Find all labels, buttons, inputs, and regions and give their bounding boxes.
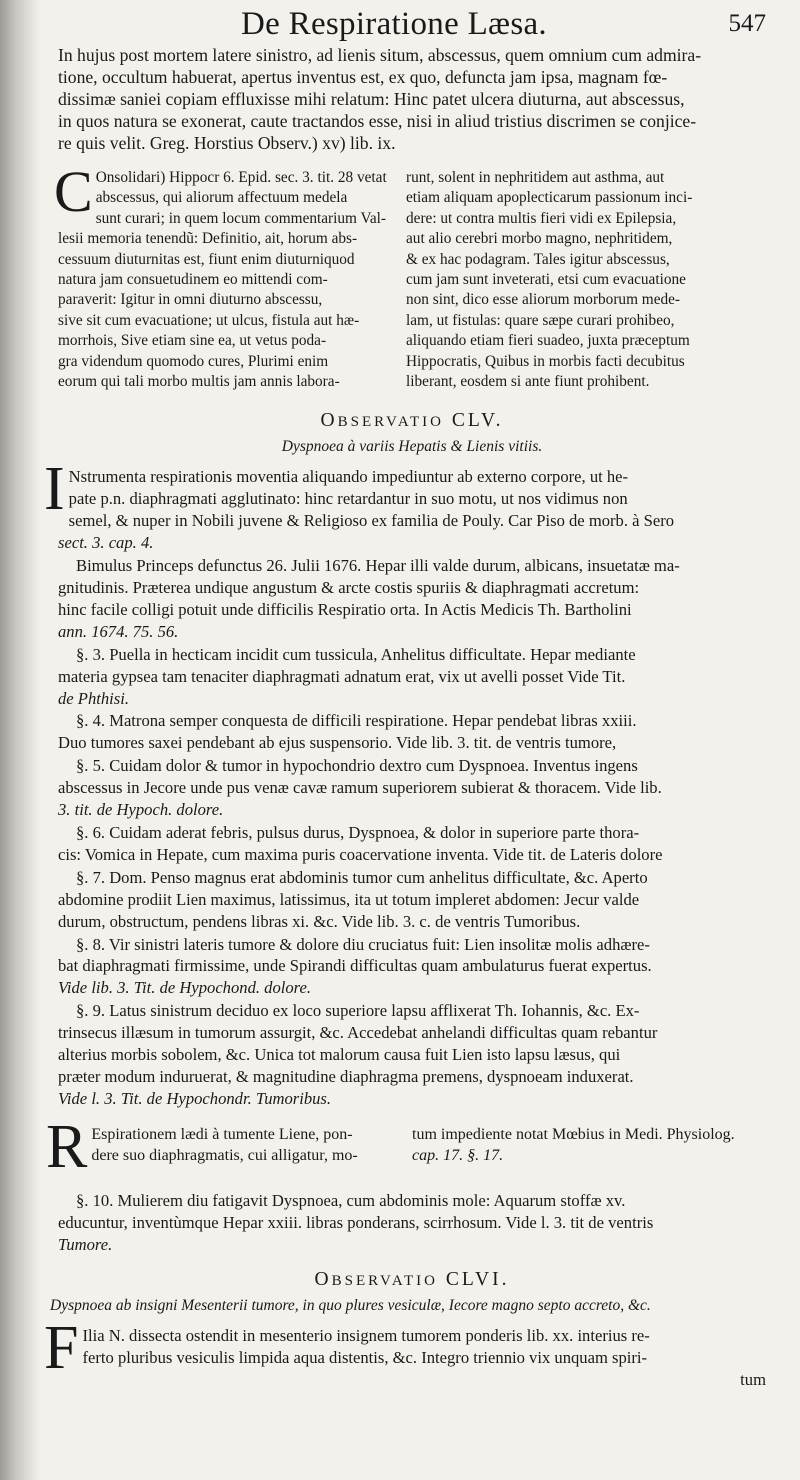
paragraph-section-10 xyxy=(58,1190,766,1256)
r-section-right xyxy=(412,1124,766,1170)
heading-number: CLV. xyxy=(451,410,504,432)
drop-cap: R xyxy=(46,1112,88,1181)
text-line: Vide lib. 3. Tit. de Hypochond. dolore. xyxy=(58,978,312,998)
text-line: Hippocratis, Quibus in morbis facti decubitus xyxy=(406,352,685,370)
text-line: & ex hac podagram. Tales igitur abscessus, xyxy=(406,250,670,268)
text-line: pate p.n. diaphragmati agglutinato: hinc retardantur in suo motu, ut nos vidimus non xyxy=(68,489,628,509)
observatio-156-heading xyxy=(58,1269,766,1291)
text-line: aliquando etiam fieri suadeo, juxta præceptum xyxy=(406,332,690,350)
text-line: Bimulus Princeps defunctus 26. Julii 1676. Hepar illi valde durum, albicans, insuetatæ ma- xyxy=(76,556,680,576)
text-line: gra videndum quomodo cures, Plurimi enim xyxy=(58,352,329,370)
text-line: non sint, dico esse aliorum morborum mede- xyxy=(406,291,681,309)
text-line: semel, & nuper in Nobili juvene & Religioso ex familia de Pouly. Car Piso de morb. à Sero xyxy=(68,511,675,531)
commentary-two-column xyxy=(54,159,766,392)
drop-cap: I xyxy=(44,455,65,524)
text-line: morrhois, Sive etiam sine ea, ut vetus poda- xyxy=(58,332,327,350)
paragraph-bimulus xyxy=(58,555,766,643)
text-line: abdomine prodiit Lien maximus, latissimus, ita ut totum impleret abdomen: Jecur valde xyxy=(58,889,640,909)
text-line: sunt curari; in quem locum commentarium Val- xyxy=(95,209,386,227)
text-line: §. 6. Cuidam aderat febris, pulsus durus, Dyspnoea, & dolor in superiore parte thora- xyxy=(76,822,640,842)
intro-paragraph xyxy=(58,44,766,154)
text-line: dere suo diaphragmatis, cui alligatur, mo- xyxy=(91,1146,358,1164)
text-line: educuntur, inventùmque Hepar xxiii. libras ponderans, scirrhosum. Vide l. 3. tit de ventris xyxy=(58,1212,654,1232)
text-line: cessuum diuturnitas est, fiunt enim diuturniquod xyxy=(58,250,355,268)
paragraph-section-5 xyxy=(58,755,766,821)
text-line: lam, ut fistulas: quare sæpe curari prohibeo, xyxy=(406,311,675,329)
observatio-156-first-paragraph xyxy=(44,1314,766,1391)
drop-cap: F xyxy=(44,1314,79,1383)
observatio-155-heading xyxy=(58,410,766,432)
text-line: sect. 3. cap. 4. xyxy=(58,533,154,553)
text-line: cis: Vomica in Hepate, cum maxima puris coacervatione inventa. Vide tit. de Lateris dolore xyxy=(58,844,663,864)
text-line: paraverit: Igitur in omni diuturno abscessu, xyxy=(58,291,323,309)
text-line: eorum qui tali morbo multis jam annis labora- xyxy=(58,373,340,391)
text-line: re quis velit. Greg. Horstius Observ.) xv) lib. ix. xyxy=(58,133,396,153)
text-line: Espirationem lædi à tumente Liene, pon- xyxy=(91,1125,353,1143)
text-line: dissimæ saniei copiam effluxisse mihi relatum: Hinc patet ulcera diuturna, aut abscessus, xyxy=(58,89,685,109)
paragraph-section-3 xyxy=(58,644,766,710)
heading-initial: O xyxy=(314,1269,332,1291)
r-section-left xyxy=(46,1112,412,1181)
page-number: 547 xyxy=(728,10,766,37)
text-line: aut alio cerebri morbo magno, nephritidem, xyxy=(406,230,673,248)
paragraph-section-7 xyxy=(58,867,766,933)
text-line: In hujus post mortem latere sinistro, ad lienis situm, abscessus, quem omnium cum admira- xyxy=(58,45,702,65)
text-line: tum impediente notat Mœbius in Medi. Physiolog. xyxy=(412,1125,735,1143)
text-line: §. 9. Latus sinistrum deciduo ex loco superiore lapsu afflixerat Th. Iohannis, &c. Ex- xyxy=(76,1001,640,1021)
text-line: lesii memoria tenendũ: Definitio, ait, horum abs- xyxy=(58,230,358,248)
text-line: trinsecus illæsum in tumorum assurgit, &c. Accedebat anhelandi difficultas quam rebantur xyxy=(58,1023,658,1043)
paragraph-section-6 xyxy=(58,822,766,866)
paragraph-section-9 xyxy=(58,1000,766,1110)
text-line: 3. tit. de Hypoch. dolore. xyxy=(58,800,224,820)
heading-smallcaps: BSERVATIO xyxy=(337,414,444,431)
page-gutter-shadow xyxy=(0,0,40,1480)
text-line: tione, occultum habuerat, apertus inventus est, ex quo, defuncta jam ipsa, magnam fœ- xyxy=(58,67,668,87)
running-title: De Respiratione Læsa. xyxy=(241,6,547,42)
commentary-right-column xyxy=(406,168,766,392)
text-line: etiam aliquam apoplecticarum passionum inci- xyxy=(406,189,693,207)
text-line: alterius morbis sobolem, &c. Unica tot malorum causa fuit Lien isto lapsu læsus, qui xyxy=(58,1045,621,1065)
text-line: §. 7. Dom. Penso magnus erat abdominis tumor cum anhelitus difficultate, &c. Aperto xyxy=(76,867,648,887)
text-line: Ilia N. dissecta ostendit in mesenterio insignem tumorem ponderis lib. xx. interius re- xyxy=(82,1326,650,1346)
paragraph-section-8 xyxy=(58,934,766,1000)
observatio-156-subtitle: Dyspnoea ab insigni Mesenterii tumore, in quo plures vesiculæ, Iecore magno septo accreto, &c. xyxy=(50,1297,651,1315)
text-line: cap. 17. §. 17. xyxy=(412,1146,504,1164)
text-line: de Phthisi. xyxy=(58,688,129,708)
text-line: natura jam consuetudinem eo mittendi com- xyxy=(58,271,328,289)
catchword: tum xyxy=(740,1370,766,1390)
text-line: Vide l. 3. Tit. de Hypochondr. Tumoribus. xyxy=(58,1088,332,1108)
text-line: Nstrumenta respirationis moventia aliquando impediuntur ab externo corpore, ut he- xyxy=(68,467,629,487)
drop-cap: C xyxy=(54,159,93,224)
text-line: §. 3. Puella in hecticam incidit cum tussicula, Anhelitus difficultate. Hepar mediante xyxy=(76,644,636,664)
text-line: Tumore. xyxy=(58,1234,113,1254)
text-line: §. 5. Cuidam dolor & tumor in hypochondrio dextro cum Dyspnoea. Inventus ingens xyxy=(76,756,638,776)
text-line: hinc facile colligi potuit unde difficilis Respiratio orta. In Actis Medicis Th. Bartholini xyxy=(58,599,632,619)
text-line: gnitudinis. Præterea undique angustum & arcte costis spuriis & diaphragmati accretum: xyxy=(58,578,640,597)
text-line: §. 10. Mulierem diu fatigavit Dyspnoea, cum abdominis mole: Aquarum stoffæ xv. xyxy=(76,1190,626,1210)
text-line: sive sit cum evacuatione; ut ulcus, fistula aut hæ- xyxy=(58,311,360,329)
heading-number: CLVI. xyxy=(445,1269,510,1291)
text-line: Onsolidari) Hippocr 6. Epid. sec. 3. tit. 28 vetat xyxy=(95,169,387,186)
text-line: liberant, eosdem si ante fiunt prohibent. xyxy=(406,373,650,391)
text-line: materia gypsea tam tenaciter diaphragmati adnatum erat, vix ut avelli posset Vide Tit. xyxy=(58,666,626,686)
r-section-two-column xyxy=(46,1112,766,1181)
text-line: runt, solent in nephritidem aut asthma, aut xyxy=(406,169,665,186)
text-line: durum, obstructum, pendens libras xi. &c. Vide lib. 3. c. de ventris Tumoribus. xyxy=(58,911,581,931)
text-line: ann. 1674. 75. 56. xyxy=(58,621,179,641)
text-line: bat diaphragmati firmissime, unde Spirandi difficultas quam ambulaturus fuerat expertus. xyxy=(58,956,652,976)
observatio-155-first-paragraph xyxy=(44,455,766,554)
text-line: in quos natura se exonerat, caute tractandos esse, nisi in aliud tristius discrimen se conjice- xyxy=(58,111,697,131)
paragraph-section-4 xyxy=(58,710,766,754)
text-line: præter modum induruerat, & magnitudine diaphragma premens, dyspnoeam induxerat. xyxy=(58,1066,634,1086)
text-line: §. 4. Matrona semper conquesta de difficili respiratione. Hepar pendebat libras xxiii. xyxy=(76,711,637,731)
heading-initial: O xyxy=(320,410,338,432)
text-line: abscessus, qui aliorum affectuum medela xyxy=(95,189,348,207)
page-header xyxy=(58,8,766,44)
text-line: ferto pluribus vesiculis limpida aqua distentis, &c. Integro triennio vix unquam spiri- xyxy=(82,1348,648,1368)
heading-smallcaps: BSERVATIO xyxy=(331,1273,438,1290)
text-line: Duo tumores saxei pendebant ab ejus suspensorio. Vide lib. 3. tit. de ventris tumore, xyxy=(58,733,617,753)
text-line: abscessus in Jecore unde pus venæ cavæ ramum superiorem subierat & thoracem. Vide lib. xyxy=(58,778,662,798)
commentary-left-column xyxy=(54,159,403,392)
observatio-155-subtitle: Dyspnoea à variis Hepatis & Lienis vitiis. xyxy=(281,438,543,456)
text-line: §. 8. Vir sinistri lateris tumore & dolore diu cruciatus fuit: Lien insolitæ molis adhære- xyxy=(76,934,650,954)
text-line: dere: ut contra multis fieri vidi ex Epilepsia, xyxy=(406,209,677,227)
text-line: cum jam sunt inveterati, etsi cum evacuatione xyxy=(406,271,686,289)
